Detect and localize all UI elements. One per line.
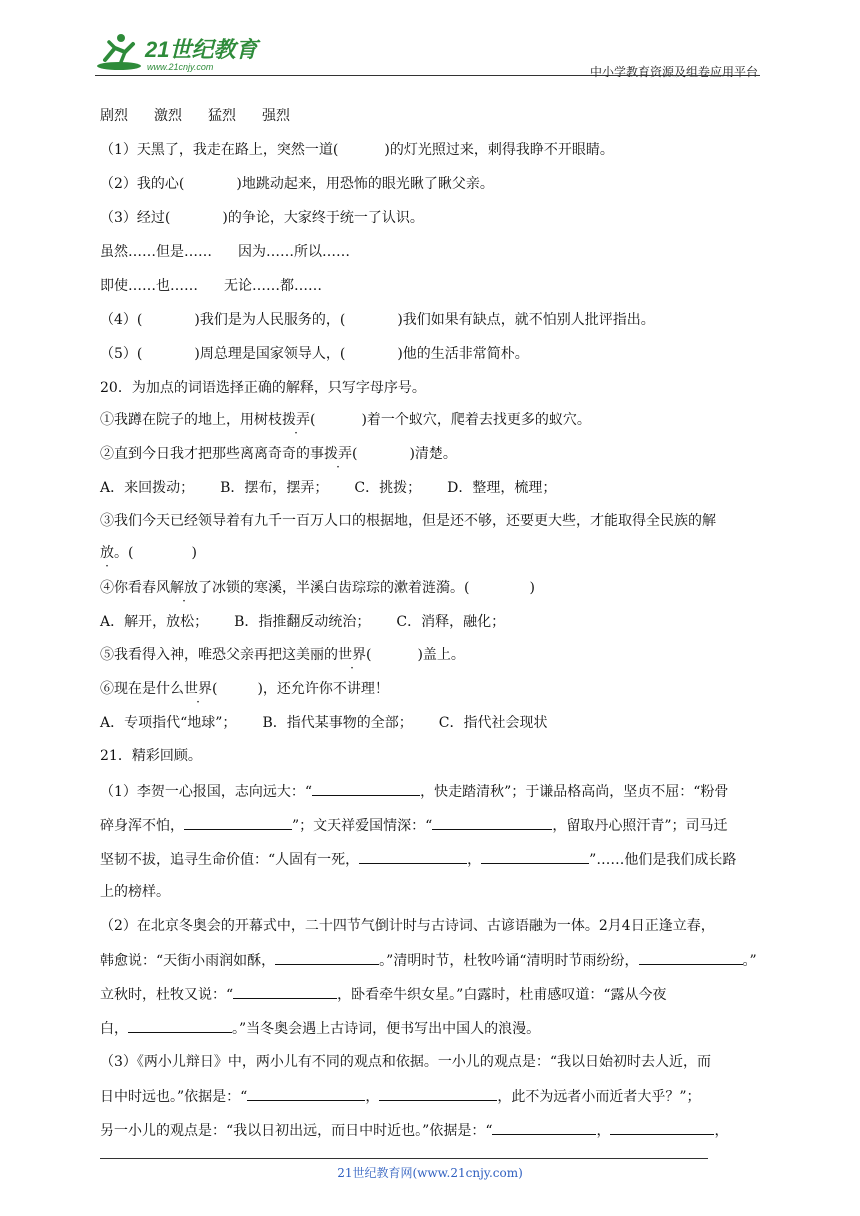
q21-p3-line1: （3）《两小儿辩日》中，两小儿有不同的观点和依据。一小儿的观点是：“我以日始初时去人近，而: [100, 1054, 712, 1070]
q20-item-3-cont: 放。( ): [100, 545, 197, 561]
answer-blank[interactable]: [492, 1120, 596, 1135]
answer-blank[interactable]: [432, 815, 552, 830]
q20-item-4: ④你看春风解放了冰锁的寒溪，半溪白齿琮琮的漱着涟漪。( ): [100, 580, 535, 596]
q20-item-5: ⑤我看得入神，唯恐父亲再把这美丽的世界( )盖上。: [100, 647, 465, 663]
answer-blank[interactable]: [610, 1120, 714, 1135]
answer-blank[interactable]: [233, 984, 337, 999]
q21-p1-line2: 碎身浑不怕， ”；文天祥爱国情深：“ ，留取丹心照汗青”；司马迁: [100, 815, 728, 836]
word-option: 剧烈: [100, 108, 128, 124]
q21-p1-line3: 坚韧不拔，追寻生命价值：“人固有一死， ， ”……他们是我们成长路: [100, 849, 736, 870]
word-options-3: [100, 276, 348, 296]
q20-item-2: ②直到今日我才把那些离离奇奇的事拨弄( )清楚。: [100, 446, 457, 462]
platform-name: 中小学教育资源及组卷应用平台: [589, 65, 758, 79]
q21-p1-line4: 上的榜样。: [100, 884, 170, 900]
word-option: 虽然……但是……: [100, 244, 212, 260]
sentence-3: （3）经过( )的争论，大家终于统一了认识。: [100, 210, 424, 226]
word-option: 无论……都……: [224, 278, 322, 294]
word-option: 强烈: [262, 108, 290, 124]
word-option: 激烈: [154, 108, 182, 124]
q21-p2-line2: 韩愈说：“天街小雨润如酥， 。”清明时节，杜牧吟诵“清明时节雨纷纷， 。”: [100, 950, 757, 971]
q20-options-2: A．解开，放松； B．指推翻反动统治； C．消释，融化；: [100, 614, 506, 630]
q21-p3-line2: 日中时远也。”依据是：“ ， ，此不为远者小而近者大乎？”；: [100, 1086, 701, 1107]
sentence-2: （2）我的心( )地跳动起来，用恐怖的眼光瞅了瞅父亲。: [100, 176, 494, 192]
q21-p3-line3: 另一小儿的观点是：“我以日初出远，而日中时近也。”依据是：“ ， ，: [100, 1120, 728, 1141]
answer-blank[interactable]: [312, 781, 420, 796]
q20-item-3: ③我们今天已经领导着有九千一百万人口的根据地，但是还不够，还要更大些，才能取得全民族的解: [100, 513, 716, 529]
q20-item-1: ①我蹲在院子的地上，用树枝拨弄( )着一个蚁穴，爬着去找更多的蚁穴。: [100, 412, 591, 428]
sentence-4: （4）( )我们是为人民服务的，( )我们如果有缺点，就不怕别人批评指出。: [100, 312, 655, 328]
word-option: 即使……也……: [100, 278, 198, 294]
answer-blank[interactable]: [275, 950, 379, 965]
q20-options-1: A．来回拨动； B．摆布，摆弄； C．挑拨； D．整理，梳理；: [100, 480, 557, 496]
answer-blank[interactable]: [359, 849, 467, 864]
svg-text:www.21cnjy.com: www.21cnjy.com: [147, 62, 214, 72]
q21-p2-line4: 白， 。”当冬奥会遇上古诗词，便书写出中国人的浪漫。: [100, 1018, 540, 1039]
q20-item-6: ⑥现在是什么世界( )，还允许你不讲理！: [100, 681, 389, 697]
dotted-word: 世界: [184, 681, 212, 697]
q21-p1-line1: （1）李贺一心报国，志向远大：“ ，快走踏清秋”；于谦品格高尚，坚贞不屈：“粉骨: [100, 781, 728, 802]
dotted-word: 拨弄: [282, 412, 310, 428]
q21-p2-line1: （2）在北京冬奥会的开幕式中，二十四节气倒计时与古诗词、古谚语融为一体。2月4日正逢立春，: [100, 918, 715, 934]
question-21-title: 21．精彩回顾。: [100, 748, 202, 764]
footer-text[interactable]: 21世纪教育网(www.21cnjy.com): [337, 1166, 523, 1180]
answer-blank[interactable]: [128, 1018, 232, 1033]
word-options-1: [100, 106, 316, 126]
word-options-2: [100, 242, 376, 262]
sentence-5: （5）( )周总理是国家领导人，( )他的生活非常简朴。: [100, 346, 529, 362]
dotted-word: 拨弄: [324, 446, 352, 462]
page-header: [95, 28, 760, 78]
sentence-1: （1）天黑了，我走在路上，突然一道( )的灯光照过来，刺得我睁不开眼睛。: [100, 142, 614, 158]
word-option: 因为……所以……: [238, 244, 350, 260]
header-divider: [95, 75, 760, 76]
word-option: 猛烈: [208, 108, 236, 124]
svg-text:21世纪教育: 21世纪教育: [145, 37, 258, 62]
answer-blank[interactable]: [247, 1086, 365, 1101]
dotted-word: 解放: [170, 580, 198, 596]
logo-21cnjy: [95, 30, 265, 72]
answer-blank[interactable]: [379, 1086, 497, 1101]
question-20-title: 20．为加点的词语选择正确的解释，只写字母序号。: [100, 380, 426, 396]
answer-blank[interactable]: [481, 849, 589, 864]
dotted-word: 放: [100, 545, 114, 561]
dotted-word: 世界: [338, 647, 366, 663]
footer-divider: [100, 1158, 708, 1159]
q21-p2-line3: 立秋时，杜牧又说：“ ，卧看牵牛织女星。”白露时，杜甫感叹道：“露从今夜: [100, 984, 667, 1005]
answer-blank[interactable]: [184, 815, 292, 830]
q20-options-3: A．专项指代“地球”； B．指代某事物的全部； C．指代社会现状: [100, 715, 548, 731]
answer-blank[interactable]: [639, 950, 743, 965]
